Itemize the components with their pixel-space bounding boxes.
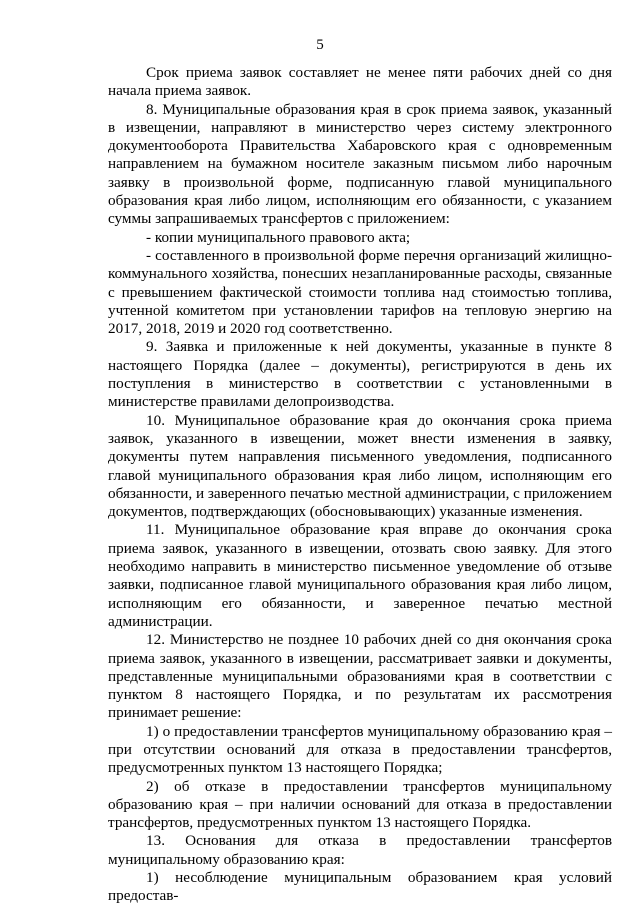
page-number: 5: [316, 37, 324, 53]
document-body: [108, 64, 612, 906]
list-item-organizations: - составленного в произвольной форме перечня организаций жилищно-коммунального хозяйства, понесших незапланированные расходы, связанные с превышением фактической стоимости топлива над стоимостью топлива, учтенной комитетом при установлении тарифов на тепловую энергию на 2017, 2018, 2019 и 2020 год соответственно.: [108, 246, 612, 338]
paragraph-13-item-1: 1) несоблюдение муниципальным образованием края условий предостав-: [108, 869, 612, 905]
paragraph-9: 9. Заявка и приложенные к ней документы, указанные в пункте 8 настоящего Порядка (далее – документы), регистрируются в день их поступления в министерство в соответствии с установленными в министерстве правилами делопроизводства.: [108, 338, 612, 411]
paragraph-11: 11. Муниципальное образование края вправе до окончания срока приема заявок, указанного в извещении, отозвать свою заявку. Для этого необходимо направить в министерство письменное уведомление об отзыве заявки, подписанное главой муниципального образования края либо лицом, исполняющим его обязанности, и заверенное печатью местной администрации.: [108, 521, 612, 630]
paragraph-12-item-2: 2) об отказе в предоставлении трансфертов муниципальному образованию края – при наличии оснований для отказа в предоставлении трансфертов, предусмотренных пунктом 13 настоящего Порядка.: [108, 777, 612, 832]
paragraph-13: 13. Основания для отказа в предоставлении трансфертов муниципальному образованию края:: [108, 832, 612, 868]
paragraph-12-item-1: 1) о предоставлении трансфертов муниципальному образованию края – при отсутствии оснований для отказа в предоставлении трансфертов, предусмотренных пунктом 13 настоящего Порядка;: [108, 722, 612, 777]
paragraph-12: 12. Министерство не позднее 10 рабочих дней со дня окончания срока приема заявок, указанного в извещении, рассматривает заявки и документы, представленные муниципальными образованиями края в соответствии с пунктом 8 настоящего Порядка, и по результатам их рассмотрения принимает решение:: [108, 631, 612, 722]
paragraph-intro: Срок приема заявок составляет не менее пяти рабочих дней со дня начала приема заявок.: [108, 64, 612, 100]
paragraph-10: 10. Муниципальное образование края до окончания срока приема заявок, указанного в извещении, может внести изменения в заявку, документы путем направления письменного уведомления, подписанного главой муниципального образования края либо лицом, исполняющим его обязанности, и заверенного печатью местной администрации, с приложением документов, подтверждающих (обосновывающих) указанные изменения.: [108, 411, 613, 521]
list-item-legal-act: - копии муниципального правового акта;: [146, 228, 411, 246]
paragraph-8: 8. Муниципальные образования края в срок приема заявок, указанный в извещении, направляют в министерство через систему электронного документооборота Правительства Хабаровского края с одновременным направлением на бумажном носителе заказным письмом либо нарочным заявку в произвольной форме, подписанную главой муниципального образования края либо лицом, исполняющим его обязанности, с указанием суммы запрашиваемых трансфертов с приложением:: [108, 100, 612, 228]
